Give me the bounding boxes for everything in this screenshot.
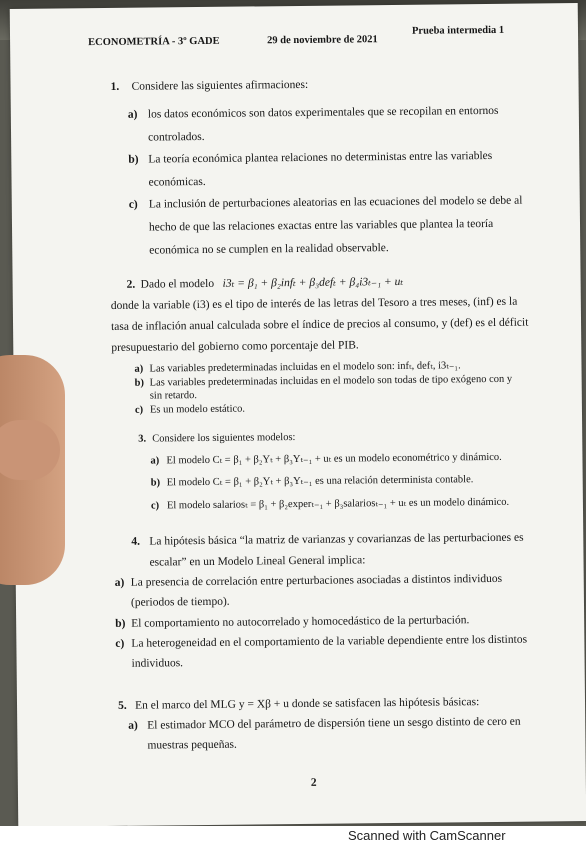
q3-b-text: El modelo Cₜ = β₁ + β₂Yₜ + β₃Yₜ₋₁ es una relación determinista contable. [166,474,474,489]
q4-c-line1: La heterogeneidad en el comportamiento de la variable dependiente entre los distintos [131,633,528,650]
q3-a-text: El modelo Cₜ = β₁ + β₂Yₜ + β₃Yₜ₋₁ + uₜ es un modelo econométrico y dinámico. [166,451,502,467]
q4-stem-line1: La hipótesis básica “la matriz de varianzas y covarianzas de las perturbaciones es [149,531,524,548]
q1-c-line1: La inclusión de perturbaciones aleatorias en las ecuaciones del modelo se debe al [148,194,523,211]
q3-a-letter: a) [150,455,160,467]
q2-b-line2: sin retardo. [149,390,198,402]
q1-b-line2: económicas. [148,175,206,189]
q1-a-line2: controlados. [148,130,205,144]
q1-stem: Considere las siguientes afirmaciones: [131,78,309,93]
exam-name: Prueba intermedia 1 [411,24,505,37]
q3-c-letter: c) [150,500,160,512]
q4-number: 4. [131,535,141,548]
q4-b-letter: b) [115,617,126,630]
thumb [0,420,60,480]
q2-b-letter: b) [134,377,145,389]
course-title: ECONOMETRÍA - 3º GADE [88,35,220,49]
q5-stem: En el marco del MLG y = Xβ + u donde se satisfacen las hipótesis básicas: [134,696,480,712]
page-number: 2 [310,776,317,789]
q5-a-line1: El estimador MCO del parámetro de dispersión tiene un sesgo distinto de cero en [147,715,521,732]
q2-b-line1: Las variables predeterminadas incluidas en el modelo son todas de tipo exógeno con y [149,373,513,389]
q1-c-line2: hecho de que las relaciones exactas entre las variables que plantea la teoría [148,217,494,234]
q2-line3: tasa de inflación anual calculada sobre el índice de precios al consumo, y (def) es el déficit [111,316,529,333]
q2-line4: presupuestario del gobierno como porcentaje del PIB. [111,339,359,354]
q4-c-line2: individuos. [131,657,184,670]
q1-a-line1: los datos económicos son datos experimentales que se recopilan en entornos [147,104,499,121]
q1-b-line1: La teoría económica plantea relaciones no deterministas entre las variables [148,149,493,166]
q1-a-letter: a) [127,108,138,121]
q3-b-letter: b) [150,477,161,489]
camscanner-label: Scanned with CamScanner [348,828,506,843]
q3-stem: Considere los siguientes modelos: [152,432,296,445]
q1-c-line3: económica no se cumplen en la realidad observable. [149,242,389,257]
q1-number: 1. [110,80,120,93]
exam-date: 29 de noviembre de 2021 [267,34,378,47]
q3-c-text: El modelo salariosₜ = β₁ + β₂experₜ₋₁ + β₃salariosₜ₋₁ + uₜ es un modelo dinámico. [166,496,510,512]
q2-a-text: Las variables predeterminadas incluidas en el modelo son: infₜ, defₜ, i3ₜ₋₁. [149,360,461,375]
q4-a-line2: (periodos de tiempo). [130,595,230,609]
q2-c-text: Es un modelo estático. [149,403,246,416]
q5-a-line2: muestras pequeñas. [147,738,237,752]
q4-b-text: El comportamiento no autocorrelado y homocedástico de la perturbación. [131,614,470,630]
exam-sheet [10,3,586,827]
q4-stem-line2: escalar” en un Modelo Lineal General implica: [149,554,366,569]
q5-number: 5. [117,699,127,712]
q2-line2: donde la variable (i3) es el tipo de interés de las letras del Tesoro a tres meses, (inf) es la [110,295,518,312]
q2-stem-prefix: Dado el modelo [140,277,215,291]
q3-number: 3. [138,433,147,445]
q1-b-letter: b) [128,153,139,166]
q2-a-letter: a) [134,363,144,375]
q4-a-line1: La presencia de correlación entre perturbaciones asociadas a distintos individuos [130,572,503,589]
q2-model-equation: i3ₜ = β₁ + β₂infₜ + β₃defₜ + β₄i3ₜ₋₁ + uₜ [222,275,404,290]
q2-number: 2. [126,278,136,291]
q4-c-letter: c) [115,637,125,650]
q2-c-letter: c) [134,404,144,416]
q4-a-letter: a) [114,576,125,589]
q1-c-letter: c) [128,198,138,211]
q5-a-letter: a) [128,719,138,732]
